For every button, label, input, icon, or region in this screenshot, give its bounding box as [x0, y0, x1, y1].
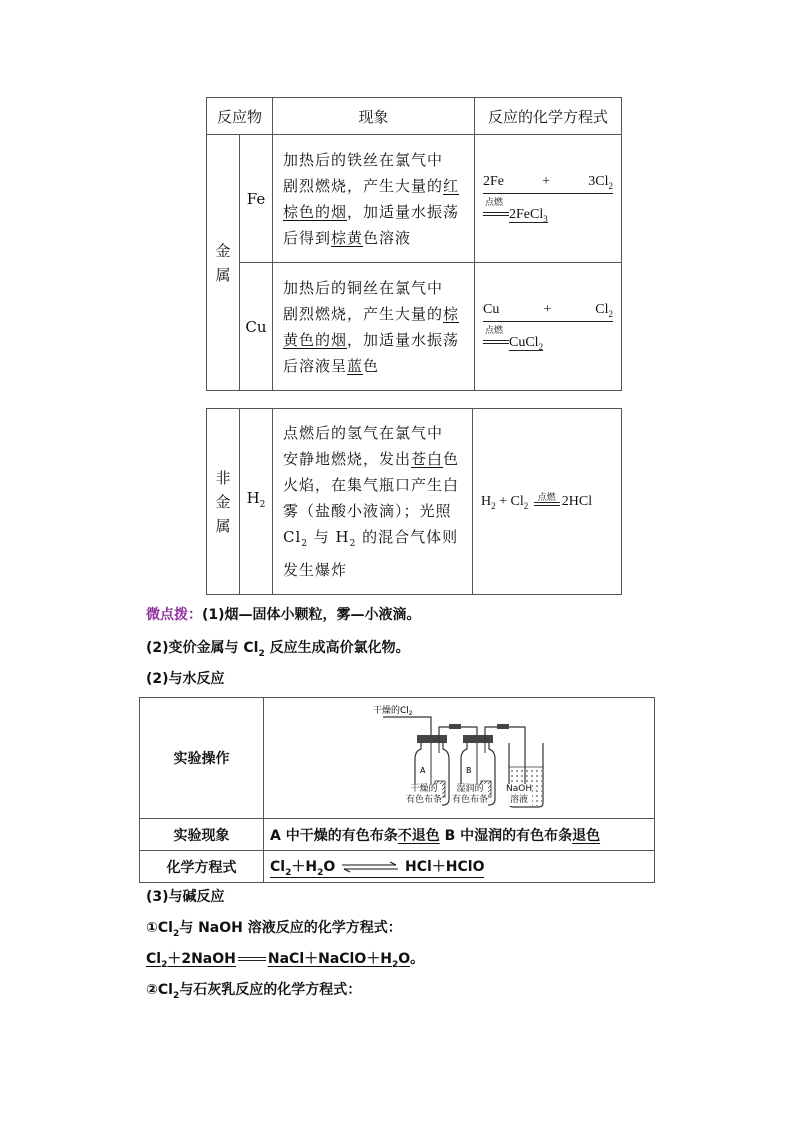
cu-phenomenon: 加热后的铜丝在氯气中 剧烈燃烧，产生大量的棕 黄色的烟，加适量水振荡 后溶液呈蓝色: [273, 263, 475, 391]
cu-equation: Cu + $Cl_2$ 点燃 CuCl$_2$: [475, 263, 622, 391]
reaction-table-nonmetals: [206, 408, 622, 595]
reactant-fe: Fe: [240, 135, 273, 263]
reactant-cu: Cu: [240, 263, 273, 391]
caption-c: NaOH 溶液: [506, 784, 533, 805]
label-phenomenon: 实验现象: [140, 819, 264, 851]
reversible-arrow: [340, 861, 400, 873]
h2-equation: $H_2 + Cl_2$ 点燃 2HCl: [473, 409, 622, 595]
header-reactant: 反应物: [207, 98, 273, 135]
fe-product: 2FeCl$_3$: [509, 206, 548, 224]
reactant-h2: $H_2$: [240, 409, 273, 595]
reaction-table-metals: [206, 97, 622, 391]
stopper-b: [463, 735, 493, 743]
section-base-reaction: (3)与碱反应: [146, 889, 225, 905]
section-water-reaction: (2)与水反应: [146, 671, 225, 687]
fe-phenomenon: 加热后的铁丝在氯气中 剧烈燃烧，产生大量的红 棕色的烟，加适量水振荡 后得到棕黄色溶液: [273, 135, 475, 263]
group-nonmetal: 非 金 属: [207, 409, 240, 595]
naoh-question: $①Cl_2$与 NaOH 溶液反应的化学方程式：: [146, 920, 402, 939]
header-equation: 反应的化学方程式: [475, 98, 622, 135]
bottle-a-label: A: [420, 766, 426, 775]
water-reaction-table: [139, 697, 655, 883]
equation-value: $Cl_2+H_2O$ HCl＋HClO: [264, 851, 655, 883]
header-phenomenon: 现象: [273, 98, 475, 135]
note-variable-valence: (2)变价金属与 $Cl_2$ 反应生成高价氯化物。: [146, 640, 410, 659]
apparatus-diagram: [264, 698, 655, 819]
phenomenon-value: A 中干燥的有色布条不退色 B 中湿润的有色布条退色: [264, 819, 655, 851]
lime-question: $②Cl_2$与石灰乳反应的化学方程式：: [146, 982, 362, 1001]
bottle-b-label: B: [466, 766, 472, 775]
stopper-a: [417, 735, 447, 743]
fe-equation: 2Fe + $3Cl_2$ 点燃 2FeCl$_3$: [475, 135, 622, 263]
caption-b: 湿润的 有色布条: [452, 784, 489, 805]
naoh-equation: $Cl_2+2NaOH$ $NaCl+NaClO+H_2O$。: [146, 951, 425, 970]
group-metal: 金 属: [207, 135, 240, 391]
caption-a: 干燥的 有色布条: [406, 784, 443, 805]
cu-product: CuCl$_2$: [509, 334, 544, 352]
h2-phenomenon: 点燃后的氢气在氯气中 安静地燃烧，发出苍白色 火焰，在集气瓶口产生白 雾（盐酸小液滴）；光照 $Cl_2$ 与 $H_2$ 的混合气体则 发生爆炸: [273, 409, 473, 595]
label-operation: 实验操作: [140, 698, 264, 819]
gas-label: 干燥的$Cl_2$: [373, 706, 413, 717]
label-equation: 化学方程式: [140, 851, 264, 883]
note-smoke-fog: 微点拨：(1)烟—固体小颗粒，雾—小液滴。: [146, 607, 421, 623]
